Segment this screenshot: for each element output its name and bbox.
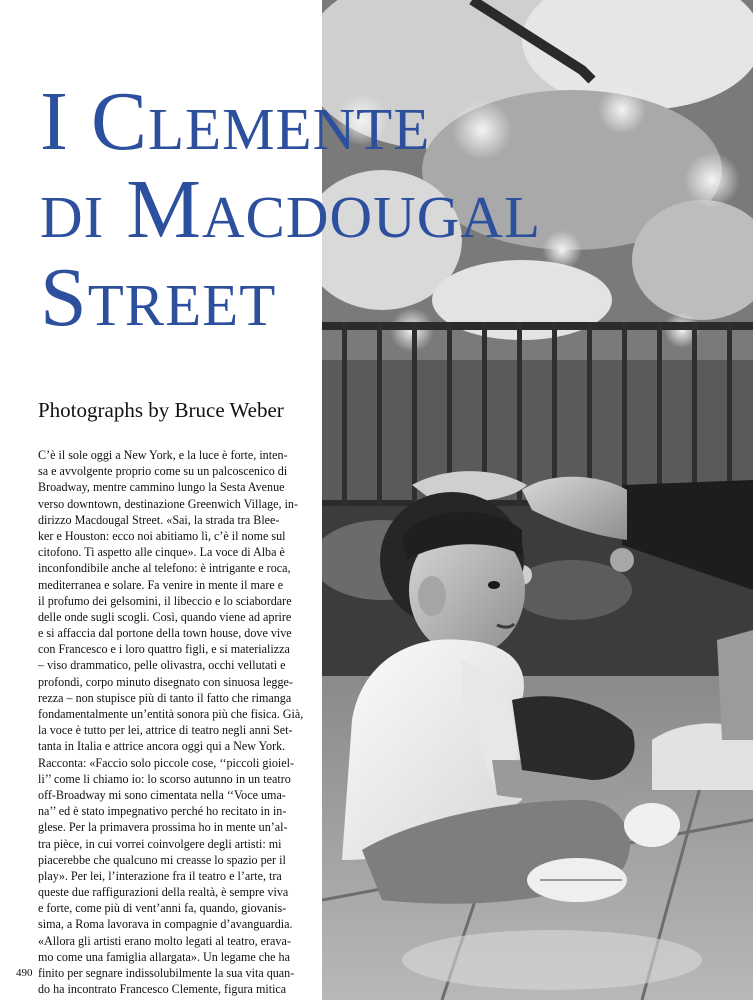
title-line-1: I Clemente	[40, 75, 431, 168]
body-line: li’’ come li chiamo io: lo scorso autunno in un teatro	[38, 771, 291, 786]
body-line: delle onde sugli scogli. Così, quando viene ad aprire	[38, 609, 292, 624]
body-line: dirizzo Macdougal Street. «Sai, la strada tra Blee-	[38, 512, 280, 527]
body-line: ker e Houston: ecco noi abitiamo lì, c’è il nome sul	[38, 528, 286, 543]
body-line: play». Per lei, l’interazione fra il teatro e l’arte, tra	[38, 868, 282, 883]
photo-credit-byline: Photographs by Bruce Weber	[38, 398, 284, 422]
body-line: la voce è tutto per lei, attrice di teatro negli anni Set-	[38, 723, 293, 738]
body-line: con Francesco e i loro quattro figli, e si materializza	[38, 642, 290, 657]
body-line: sima, a Roma lavorava in compagnie d’avanguardia.	[38, 917, 293, 932]
body-line: citofono. Ti aspetto alle cinque». La voce di Alba è	[38, 545, 285, 560]
body-line: profondi, corpo minuto disegnato con sinuosa legge-	[38, 674, 293, 689]
body-line: «Allora gli artisti erano molto legati al teatro, erava-	[38, 933, 291, 948]
page-number: 490	[16, 967, 33, 979]
body-line: mo come una famiglia allargata». Un legame che ha	[38, 949, 290, 964]
body-line: fondamentalmente un’entità sonora più che fisica. Già,	[38, 707, 304, 721]
title-line-2: di Macdougal	[40, 163, 541, 256]
body-line: tanta in Italia e attrice ancora oggi qui a New York.	[38, 739, 286, 754]
body-line: e forte, come più di vent’anni fa, quando, giovanis-	[38, 901, 287, 916]
article-title	[40, 75, 740, 344]
body-line: off-Broadway mi sono cimentata nella ‘‘Voce uma-	[38, 787, 286, 802]
body-line: sa e avvolgente proprio come su un palcoscenico di	[38, 464, 288, 479]
body-line: do ha incontrato Francesco Clemente, figura mitica	[38, 982, 287, 997]
body-line: – viso drammatico, pelle olivastra, occhi vellutati e	[38, 658, 286, 673]
title-line-3: Street	[40, 251, 277, 344]
body-line: C’è il sole oggi a New York, e la luce è forte, inten-	[38, 448, 288, 462]
body-line: Racconta: «Faccio solo piccole cose, ‘‘piccoli gioiel-	[38, 755, 294, 770]
article-body	[38, 447, 318, 997]
body-line: queste due raffigurazioni della realtà, è sempre viva	[38, 885, 289, 900]
body-line: glese. Per la primavera prossima ho in mente un’al-	[38, 820, 288, 835]
body-line: mediterranea e solare. Fa venire in mente il mare e	[38, 577, 284, 592]
body-line: verso downtown, destinazione Greenwich Village, in-	[38, 496, 299, 511]
body-line: Broadway, mentre cammino lungo la Sesta Avenue	[38, 480, 285, 495]
body-line: piacerebbe che qualcuno mi creasse lo spazio per il	[38, 852, 286, 867]
body-line: rezza – non stupisce più di tanto il fatto che rimanga	[38, 690, 292, 705]
body-line: finito per segnare indissolubilmente la sua vita quan-	[38, 966, 295, 980]
body-line: e si affaccia dal portone della town house, dove vive	[38, 626, 292, 641]
body-line: na’’ ed è stato impegnativo perché ho recitato in in-	[38, 804, 287, 819]
body-line: il profumo dei gelsomini, il libeccio e lo sciabordare	[38, 593, 292, 608]
body-line: inconfondibile anche al telefono: è intrigante e roca,	[38, 561, 291, 576]
body-line: tra pièce, in cui vorrei coinvolgere degli artisti: mi	[38, 836, 282, 851]
